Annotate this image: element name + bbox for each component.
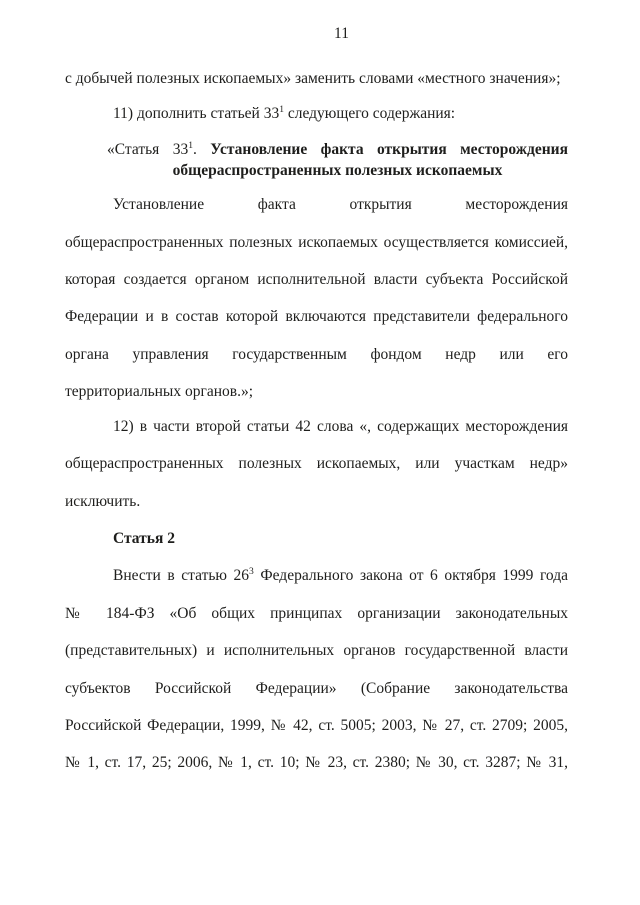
- article-33-1-body-line: территориальных органов.»;: [65, 383, 253, 400]
- article-33-1-title-line-2: общераспространенных полезных ископаемых: [172, 162, 503, 179]
- item-12-line: 12) в части второй статьи 42 слова «, содержащих месторождения: [113, 418, 568, 435]
- article-33-1-title-line-1: Установление факта открытия месторождения: [210, 141, 568, 158]
- article-2-body-line: субъектов Российской Федерации» (Собрание законодательства: [65, 680, 568, 697]
- article-2-heading: Статья 2: [113, 530, 175, 547]
- article-33-1-body-line: общераспространенных полезных ископаемых осуществляется комиссией,: [65, 234, 568, 251]
- item-12-line: общераспространенных полезных ископаемых, или участкам недр»: [65, 455, 568, 472]
- article-33-1-heading-line-1: [65, 139, 568, 161]
- article-number-superscript: 1: [279, 103, 284, 115]
- article-2-line-1-pre: Внести в статью 26: [113, 567, 250, 584]
- article-2-body-line: (представительных) и исполнительных органов государственной власти: [65, 642, 568, 659]
- article-number-superscript: 3: [249, 565, 254, 577]
- item-12-line: исключить.: [65, 493, 141, 510]
- article-2-body-line: [65, 565, 568, 587]
- article-33-1-body-line: Установление факта открытия месторождения: [113, 196, 568, 213]
- item-11-line: [65, 103, 568, 125]
- article-33-1-body-line: которая создается органом исполнительной власти субъекта Российской: [65, 271, 568, 288]
- item-10-tail-line: с добычей полезных ископаемых» заменить словами «местного значения»;: [65, 70, 561, 87]
- page-number: 11: [334, 25, 349, 42]
- item-11-text-pre: 11) дополнить статьей 33: [113, 105, 280, 122]
- item-11-text-post: следующего содержания:: [284, 105, 456, 122]
- article-33-1-label-post: .: [193, 141, 197, 158]
- article-number-superscript: 1: [188, 139, 194, 151]
- article-2-line-1-post: Федерального закона от 6 октября 1999 года: [253, 567, 568, 584]
- article-33-1-body-line: органа управления государственным фондом недр или его: [65, 346, 568, 363]
- article-2-body-line: № 184-ФЗ «Об общих принципах организации законодательных: [65, 605, 568, 622]
- article-2-body-line: № 1, ст. 17, 25; 2006, № 1, ст. 10; № 23, ст. 2380; № 30, ст. 3287; № 31,: [65, 754, 568, 771]
- article-33-1-label-pre: «Статья 33: [107, 141, 189, 158]
- article-33-1-body-line: Федерации и в состав которой включаются представители федерального: [65, 308, 568, 325]
- article-2-body-line: Российской Федерации, 1999, № 42, ст. 5005; 2003, № 27, ст. 2709; 2005,: [65, 717, 568, 734]
